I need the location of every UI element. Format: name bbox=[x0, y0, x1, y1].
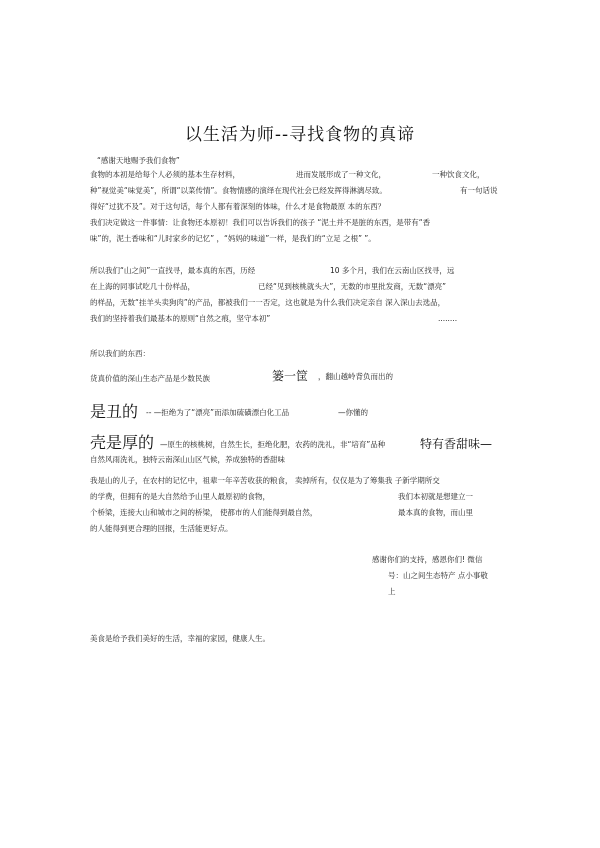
para1-line1-a: 食物的本初是给每个人必须的基本生存材料， bbox=[90, 170, 240, 179]
thanks-line2: 号：山之间生态特产 点小事敬 bbox=[388, 571, 488, 580]
para4-line3-b: 最本真的食物，而山里 bbox=[398, 508, 473, 517]
para1-line5: 味”的，泥土香味和“儿时家乡的记忆” ，“妈妈的味道”一样，是我们的“立足 之根” ”。 bbox=[90, 234, 376, 243]
para4-line4: 的人能得到更合理的回报，生活能更好点。 bbox=[90, 524, 233, 533]
thanks-line1: 感谢你们的支持，感恩你们! 微信 bbox=[372, 555, 483, 564]
sweet-heading: 特有香甜味— bbox=[420, 437, 493, 451]
footer-line: 美食是给予我们美好的生活，幸福的家园，健康人生。 bbox=[90, 634, 270, 643]
para2-line1-a: 所以我们“山之间”一直找寻，最本真的东西，历经 bbox=[90, 266, 256, 275]
thanks-line3: 上 bbox=[388, 587, 396, 596]
ugly-tail: —你懂的 bbox=[338, 408, 368, 417]
shell-heading: 壳是厚的 bbox=[90, 433, 155, 452]
ugly-description: -- —拒绝为了“漂亮”而添加硫磺漂白化工品 bbox=[146, 408, 290, 417]
para2-ellipsis: ........ bbox=[438, 314, 458, 323]
page-title: 以生活为师--寻找食物的真谛 bbox=[184, 125, 416, 145]
quote-line: “感谢天地赐予我们食物” bbox=[97, 156, 180, 165]
para1-line1-c: 一种饮食文化， bbox=[432, 170, 485, 179]
para1-line2-b: 有一句话说 bbox=[460, 186, 498, 195]
para2-line3: 的样品，无数“挂羊头卖狗肉”的产品，都被我们一一否定，这也就是为什么我们决定亲自 深入深山去选品， bbox=[90, 298, 446, 307]
para2-line2-b: 已经“见到核桃就头大”，无数的市里批发商，无数“漂亮” bbox=[258, 282, 447, 291]
para4-line2-a: 的学费，但拥有的是大自然给予山里人最原初的食物， bbox=[90, 492, 270, 501]
ugly-heading: 是丑的 bbox=[90, 402, 139, 421]
shell-description: —原生的核桃树，自然生长，拒绝化肥，农药的洗礼，非“培育”品种 bbox=[160, 440, 386, 449]
para1-line1-b: 进而发展形成了一种文化， bbox=[296, 170, 386, 179]
para2-line1-b: 10 多个月，我们在云南山区找寻，远 bbox=[330, 266, 455, 275]
para3-line1-a: 货真价值的深山生态产品是少数民族 bbox=[90, 374, 210, 383]
para3-line1-b: 篓一筐 bbox=[272, 369, 309, 383]
para1-line2-a: 种”视觉美“味觉美”，所谓“以菜传情”。食物情感的演绎在现代社会已经发挥得淋漓尽致。 bbox=[90, 186, 387, 195]
para2-line2-a: 在上海的同事试吃几十份样品， bbox=[90, 282, 195, 291]
para4-line1: 我是山的儿子，在农村的记忆中，祖辈一年辛苦收获的粮食， 卖掉所有，仅仅是为了筹集我 子新学期所交 bbox=[90, 476, 440, 485]
para4-line2-b: 我们本初就是想建立一 bbox=[398, 492, 473, 501]
para4-line3-a: 个桥梁，连接大山和城市之间的桥梁， 使都市的人们能得到最自然， bbox=[90, 508, 318, 517]
para1-line4: 我们决定做这一件事情：让食物还本原初！我们可以告诉我们的孩子 “泥土并不是脏的东西，是带有“香 bbox=[90, 218, 431, 227]
para3-intro: 所以我们的东西： bbox=[90, 349, 150, 358]
para3-line1-c: ，翻山越岭背负而出的 bbox=[318, 372, 393, 381]
para2-line4: 我们的坚持着我们最基本的原则“自然之痕，坚守本初” bbox=[90, 314, 271, 323]
para1-line3: 得好“过犹不及”。对于这句话，每个人都有着深刻的体味，什么才是食物最原 本的东西？ bbox=[90, 202, 386, 211]
shell-line2: 自然风雨洗礼，独特云南深山山区气候，养成独特的香甜味 bbox=[90, 455, 285, 464]
